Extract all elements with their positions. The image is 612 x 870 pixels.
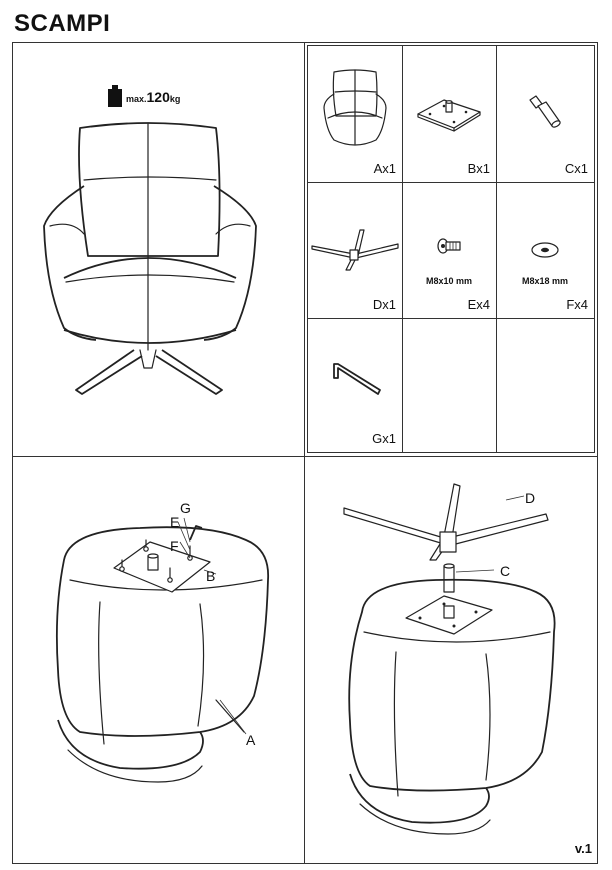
step-2-drawing [336, 482, 566, 842]
part-g-allen-key-icon [328, 360, 384, 400]
part-d-cell [308, 182, 402, 318]
part-e-cell [402, 182, 496, 318]
part-c-label: Cx1 [564, 161, 588, 176]
part-a-chair-icon [320, 68, 390, 148]
parts-list [307, 45, 595, 453]
callout-a: A [246, 732, 256, 748]
part-d-base-icon [310, 226, 400, 276]
part-f-cell [496, 182, 594, 318]
callout-e: E [170, 514, 180, 530]
part-c-shaft-icon [526, 94, 566, 134]
part-g-label: Gx1 [372, 431, 396, 446]
part-g-cell [308, 318, 402, 452]
divider-horizontal [12, 456, 598, 457]
part-f-washer-icon [530, 240, 560, 260]
part-e-bolt-icon [436, 236, 462, 258]
callout-g: G [180, 500, 191, 516]
callout-c: C [500, 563, 511, 579]
part-a-label: Ax1 [373, 161, 396, 176]
weight-icon [107, 85, 123, 107]
callout-f: F [170, 538, 179, 554]
version-label: v.1 [574, 841, 592, 856]
part-b-plate-icon [414, 94, 484, 134]
product-title: SCAMPI [14, 10, 111, 37]
callout-d: D [525, 490, 536, 506]
weight-unit: kg [169, 94, 181, 104]
weight-limit [126, 89, 180, 107]
divider-vertical [304, 42, 305, 864]
part-c-cell [496, 46, 594, 182]
weight-value: 120 [146, 89, 170, 105]
part-e-spec: M8x10 mm [425, 276, 473, 286]
step-1-drawing [40, 520, 290, 840]
part-f-label: Fx4 [566, 297, 588, 312]
part-d-label: Dx1 [372, 297, 396, 312]
part-b-label: Bx1 [467, 161, 490, 176]
part-e-label: Ex4 [467, 297, 490, 312]
callout-b: B [206, 568, 216, 584]
chair-overview-drawing [36, 118, 266, 398]
part-f-spec: M8x18 mm [521, 276, 569, 286]
part-b-cell [402, 46, 496, 182]
part-a-cell [308, 46, 402, 182]
weight-prefix: max. [126, 94, 147, 104]
